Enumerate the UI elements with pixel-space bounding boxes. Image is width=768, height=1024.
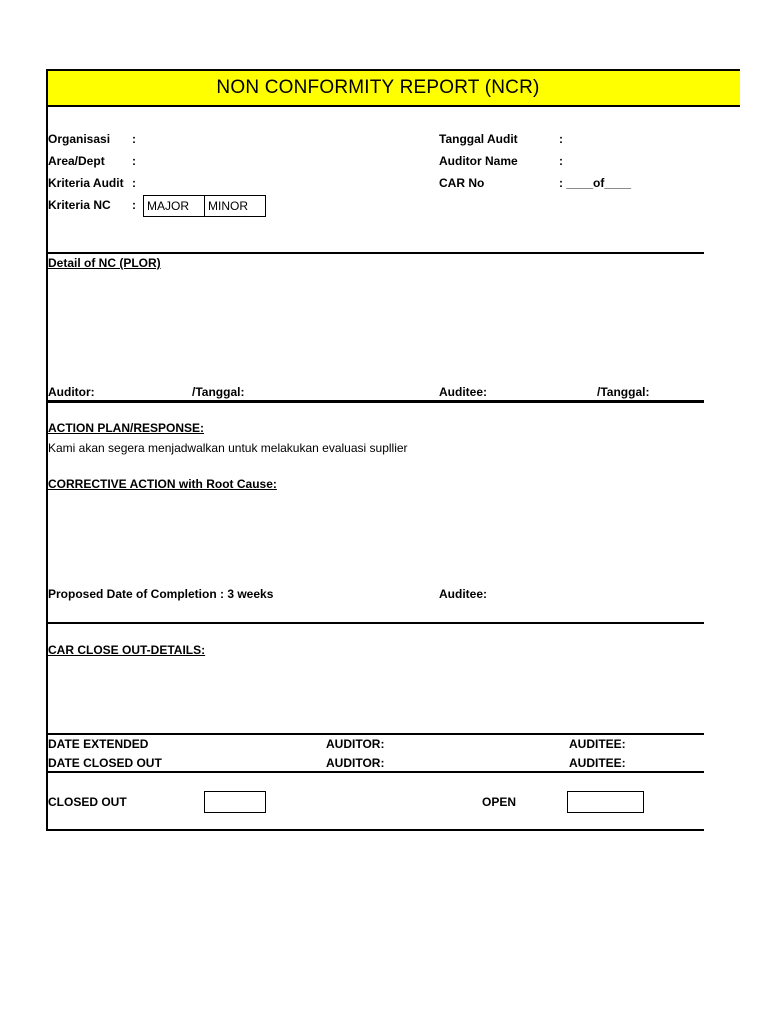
corrective-action-heading: CORRECTIVE ACTION with Root Cause: [48, 477, 277, 491]
detail-auditor-label: Auditor: [48, 385, 95, 399]
action-plan-response: Kami akan segera menjadwalkan untuk melakukan evaluasi supllier [48, 441, 408, 455]
form-left-border [46, 107, 48, 831]
area-dept-label: Area/Dept [48, 154, 105, 168]
auditor-name-label: Auditor Name [439, 154, 518, 168]
detail-auditee-label: Auditee: [439, 385, 487, 399]
divider-4 [46, 733, 704, 735]
minor-label: MINOR [208, 199, 248, 213]
car-closeout-heading: CAR CLOSE OUT-DETAILS: [48, 643, 206, 657]
kriteria-audit-label: Kriteria Audit [48, 176, 124, 190]
action-auditee-label: Auditee: [439, 587, 487, 601]
form-title: NON CONFORMITY REPORT (NCR) [216, 77, 540, 98]
divider-2 [46, 400, 704, 403]
kriteria-audit-colon: : [132, 176, 136, 190]
detail-tanggal-2-label: /Tanggal: [597, 385, 650, 399]
action-plan-heading: ACTION PLAN/RESPONSE: [48, 421, 205, 435]
tanggal-audit-colon: : [559, 132, 563, 146]
divider-1 [46, 252, 704, 254]
organisasi-colon: : [132, 132, 136, 146]
closed-out-label: CLOSED OUT [48, 795, 127, 809]
title-bar [46, 69, 740, 107]
detail-nc-heading: Detail of NC (PLOR) [48, 256, 161, 270]
kriteria-nc-label: Kriteria NC [48, 198, 111, 212]
kriteria-nc-colon: : [132, 198, 136, 212]
minor-checkbox[interactable] [204, 195, 266, 217]
divider-5 [46, 771, 704, 773]
auditor-name-colon: : [559, 154, 563, 168]
divider-3 [46, 622, 704, 624]
closed-out-checkbox[interactable] [204, 791, 266, 813]
date-extended-label: DATE EXTENDED [48, 737, 149, 751]
detail-tanggal-1-label: /Tanggal: [192, 385, 245, 399]
open-checkbox[interactable] [567, 791, 644, 813]
date-extended-auditor-label: AUDITOR: [326, 737, 385, 751]
open-label: OPEN [482, 795, 517, 809]
divider-bottom [46, 829, 704, 831]
major-checkbox[interactable] [143, 195, 205, 217]
date-closed-out-label: DATE CLOSED OUT [48, 756, 162, 770]
car-no-value: : ____of____ [559, 176, 632, 190]
date-closed-out-auditee-label: AUDITEE: [569, 756, 626, 770]
date-extended-auditee-label: AUDITEE: [569, 737, 626, 751]
tanggal-audit-label: Tanggal Audit [439, 132, 518, 146]
area-dept-colon: : [132, 154, 136, 168]
proposed-date-label: Proposed Date of Completion : 3 weeks [48, 587, 274, 601]
major-label: MAJOR [147, 199, 189, 213]
car-no-label: CAR No [439, 176, 485, 190]
organisasi-label: Organisasi [48, 132, 111, 146]
date-closed-out-auditor-label: AUDITOR: [326, 756, 385, 770]
